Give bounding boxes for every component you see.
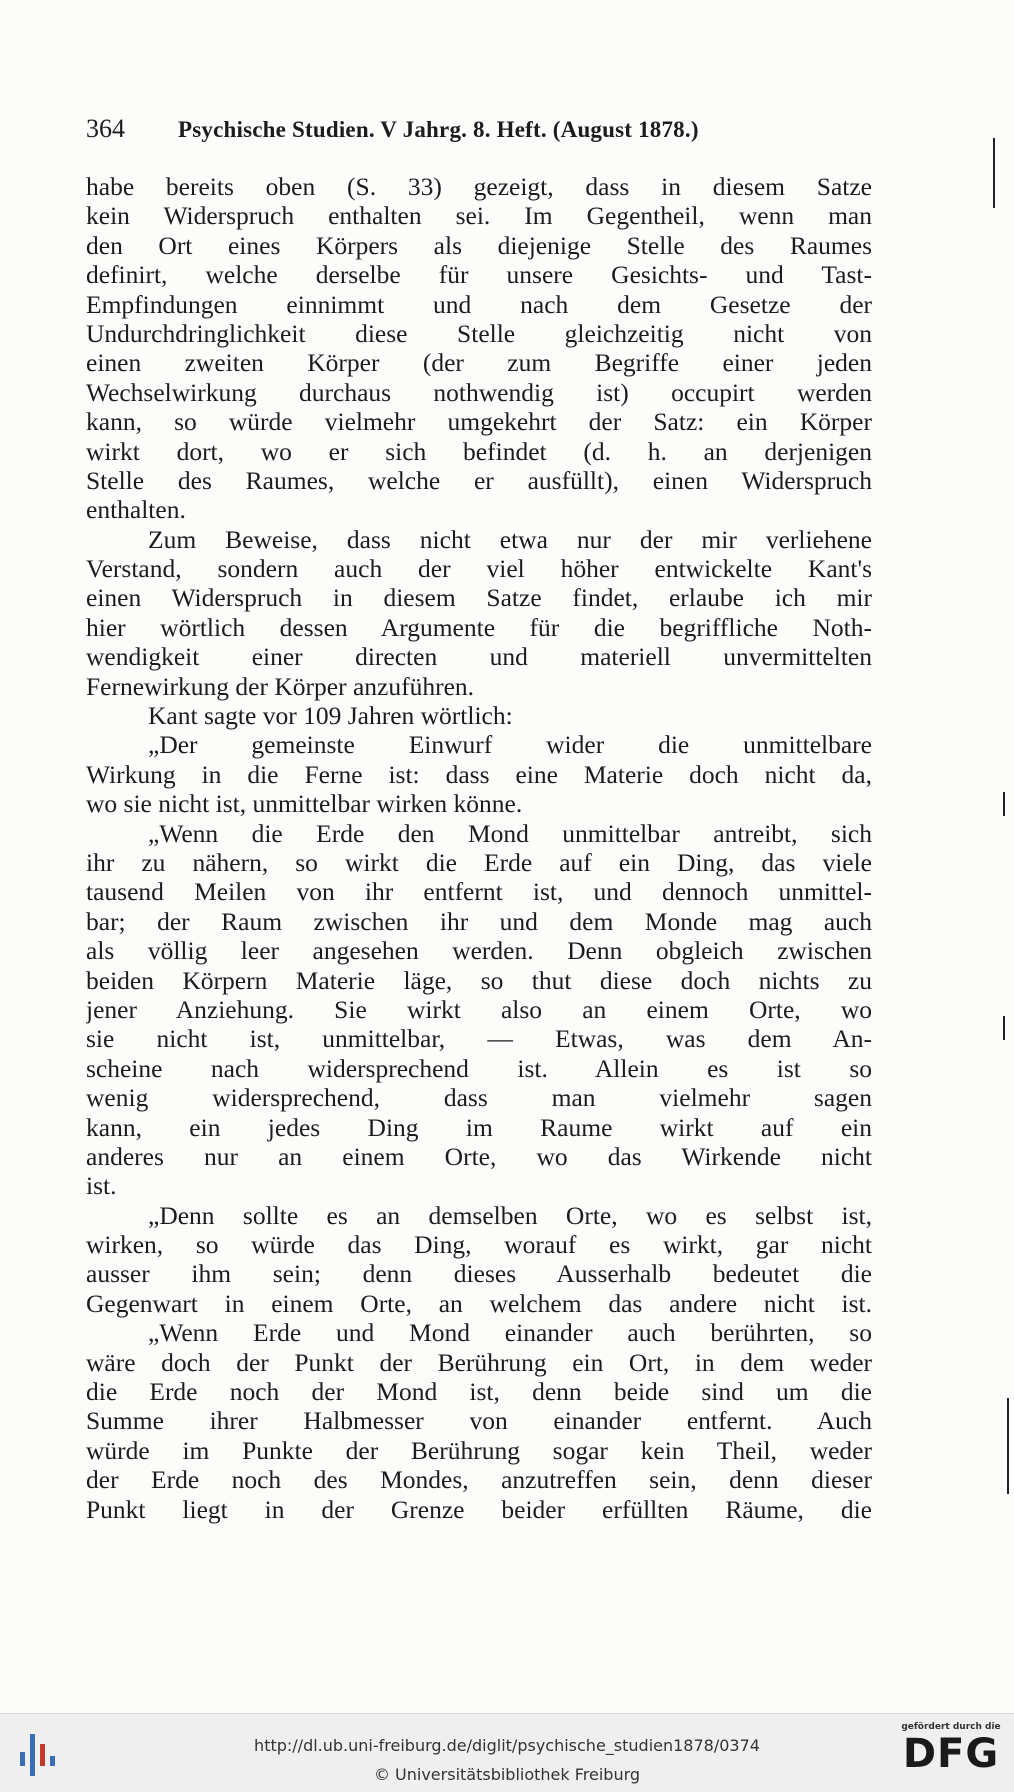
- text-line: kann, so würde vielmehr umgekehrt der Satz: ein Körper: [86, 407, 872, 437]
- running-header: [86, 114, 872, 148]
- text-line: ist.: [86, 1171, 117, 1201]
- source-url[interactable]: http://dl.ub.uni-freiburg.de/diglit/psychische_studien1878/0374: [254, 1736, 760, 1755]
- text-line: einen zweiten Körper (der zum Begriffe einer jeden: [86, 348, 872, 378]
- text-line: einen Widerspruch in diesem Satze findet, erlaube ich mir: [86, 583, 872, 613]
- page-number: 364: [86, 114, 125, 143]
- dfg-caption: gefördert durch die: [901, 1722, 1001, 1732]
- running-title: Psychische Studien. V Jahrg. 8. Heft. (August 1878.): [178, 117, 699, 142]
- text-line: Wechselwirkung durchaus nothwendig ist) occupirt werden: [86, 377, 872, 407]
- scan-edge-mark: [1003, 792, 1005, 816]
- text-line: bar; der Raum zwischen ihr und dem Monde mag auch: [86, 906, 872, 936]
- text-line: würde im Punkte der Berührung sogar kein Theil, weder: [86, 1435, 872, 1465]
- body-text: [86, 172, 872, 1524]
- scan-edge-mark: [993, 138, 995, 208]
- text-line: sie nicht ist, unmittelbar, — Etwas, was dem An-: [86, 1024, 872, 1054]
- text-line: scheine nach widersprechend ist. Allein es ist so: [86, 1053, 872, 1083]
- text-line: ihr zu nähern, so wirkt die Erde auf ein Ding, das viele: [86, 847, 872, 877]
- text-line: hier wörtlich dessen Argumente für die begriffliche Noth-: [86, 612, 872, 642]
- text-line: die Erde noch der Mond ist, denn beide sind um die: [86, 1377, 872, 1407]
- text-line: tausend Meilen von ihr entfernt ist, und dennoch unmittel-: [86, 877, 872, 907]
- text-line: Summe ihrer Halbmesser von einander entfernt. Auch: [86, 1406, 872, 1436]
- text-line: enthalten.: [86, 495, 186, 525]
- text-line: „Wenn die Erde den Mond unmittelbar antreibt, sich: [148, 818, 872, 848]
- text-line: wo sie nicht ist, unmittelbar wirken könne.: [86, 789, 523, 819]
- text-line: „Der gemeinste Einwurf wider die unmittelbare: [148, 730, 872, 760]
- text-line: jener Anziehung. Sie wirkt also an einem Orte, wo: [86, 994, 872, 1024]
- text-line: ausser ihm sein; denn dieses Ausserhalb bedeutet die: [86, 1259, 872, 1289]
- text-line: wirken, so würde das Ding, worauf es wirkt, gar nicht: [86, 1230, 872, 1260]
- text-line: „Denn sollte es an demselben Orte, wo es selbst ist,: [148, 1200, 872, 1230]
- text-line: beiden Körpern Materie läge, so thut diese doch nichts zu: [86, 965, 872, 995]
- text-line: wenig widersprechend, dass man vielmehr sagen: [86, 1083, 872, 1113]
- text-line: habe bereits oben (S. 33) gezeigt, dass in diesem Satze: [86, 172, 872, 201]
- text-line: Verstand, sondern auch der viel höher entwickelte Kant's: [86, 554, 872, 584]
- text-line: Wirkung in die Ferne ist: dass eine Materie doch nicht da,: [86, 759, 872, 789]
- text-line: wäre doch der Punkt der Berührung ein Ort, in dem weder: [86, 1347, 872, 1377]
- scan-edge-mark: [1007, 1398, 1009, 1494]
- text-line: Gegenwart in einem Orte, an welchem das andere nicht ist.: [86, 1288, 872, 1318]
- text-line: Zum Beweise, dass nicht etwa nur der mir verliehene: [148, 524, 872, 554]
- text-line: Punkt liegt in der Grenze beider erfüllten Räume, die: [86, 1494, 872, 1524]
- text-line: wendigkeit einer directen und materiell unvermittelten: [86, 642, 872, 672]
- text-line: wirkt dort, wo er sich befindet (d. h. an derjenigen: [86, 436, 872, 466]
- scan-edge-mark: [1003, 1016, 1005, 1040]
- text-line: kann, ein jedes Ding im Raume wirkt auf ein: [86, 1112, 872, 1142]
- text-line: kein Widerspruch enthalten sei. Im Gegentheil, wenn man: [86, 201, 872, 231]
- text-line: Empfindungen einnimmt und nach dem Gesetze der: [86, 289, 872, 319]
- text-line: als völlig leer angesehen werden. Denn obgleich zwischen: [86, 936, 872, 966]
- text-line: anderes nur an einem Orte, wo das Wirkende nicht: [86, 1141, 872, 1171]
- text-line: den Ort eines Körpers als diejenige Stelle des Raumes: [86, 230, 872, 260]
- text-line: Fernewirkung der Körper anzuführen.: [86, 671, 475, 701]
- copyright-notice: © Universitätsbibliothek Freiburg: [373, 1765, 641, 1784]
- dfg-logo: [896, 1722, 1006, 1786]
- text-line: Kant sagte vor 109 Jahren wörtlich:: [148, 701, 513, 731]
- text-line: der Erde noch des Mondes, anzutreffen sein, denn dieser: [86, 1465, 872, 1495]
- dfg-wordmark: DFG: [902, 1731, 1000, 1777]
- viewer-footer: [0, 1713, 1014, 1792]
- text-line: Stelle des Raumes, welche er ausfüllt), einen Widerspruch: [86, 465, 872, 495]
- text-line: „Wenn Erde und Mond einander auch berührten, so: [148, 1318, 872, 1348]
- text-line: definirt, welche derselbe für unsere Gesichts- und Tast-: [86, 260, 872, 290]
- text-line: Undurchdringlichkeit diese Stelle gleichzeitig nicht von: [86, 318, 872, 348]
